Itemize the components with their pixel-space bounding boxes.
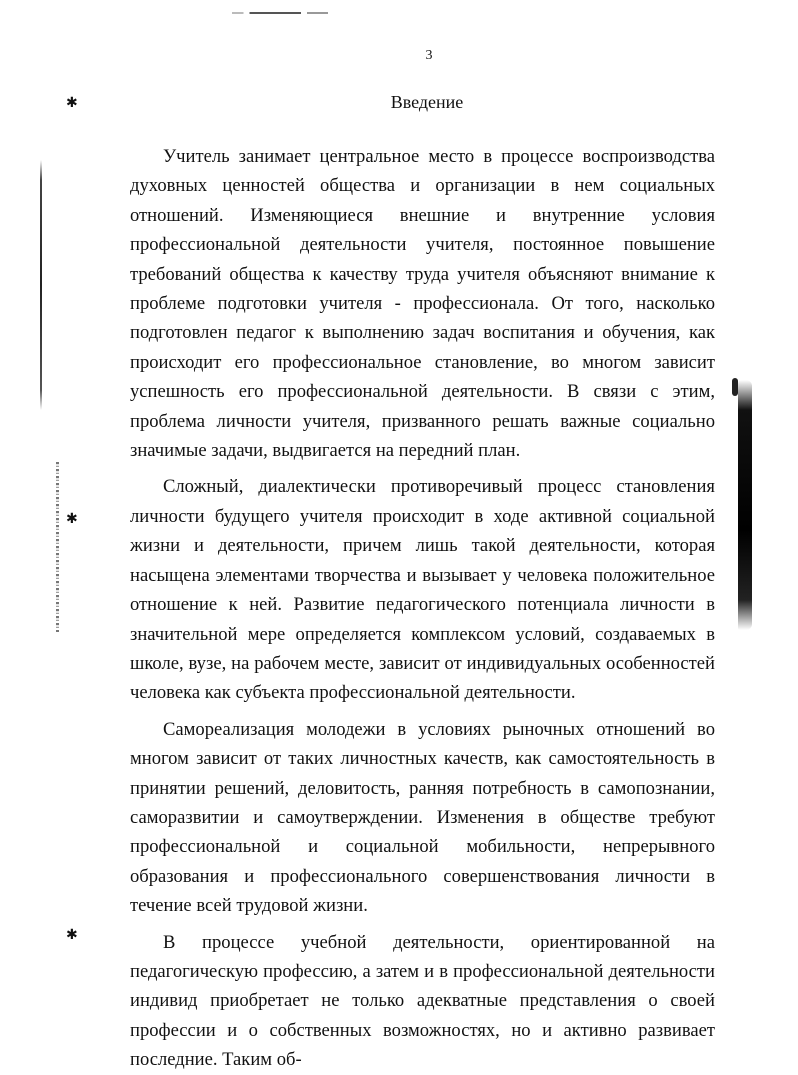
body-text bbox=[130, 142, 715, 1075]
page-number: 3 bbox=[425, 48, 433, 63]
page-title: Введение bbox=[390, 92, 464, 112]
scan-right-bar bbox=[738, 380, 752, 630]
scan-speck-icon: ✱ bbox=[66, 511, 78, 527]
scan-left-dots bbox=[56, 462, 59, 632]
scan-top-mark bbox=[232, 12, 328, 14]
scan-speck-icon: ✱ bbox=[66, 95, 78, 111]
paragraph: Учитель занимает центральное место в процессе воспроизводства духовных ценностей общества и организации в нем социальных отношений. Изменяющиеся внешние и внутренние условия профессиональной деятельности учителя, постоянное повышение требований общества к качеству труда учителя объясняют внимание к проблеме подготовки учителя - профессионала. От того, насколько подготовлен педагог к выполнению задач воспитания и обучения, как происходит его профессиональное становление, во многом зависит успешность его профессиональной деятельности. В связи с этим, проблема личности учителя, призванного решать важные социально значимые задачи, выдвигается на передний план. bbox=[130, 146, 715, 462]
scan-speck-icon: ✱ bbox=[66, 927, 78, 943]
scan-left-line bbox=[40, 160, 42, 410]
paragraph: Сложный, диалектически противоречивый процесс становления личности будущего учителя происходит в ходе активной социальной жизни и деятельности, причем лишь такой деятельности, которая насыщена элементами творчества и вызывает у человека положительное отношение к ней. Развитие педагогического потенциала личности в значительной мере определяется комплексом условий, создаваемых в школе, вузе, на рабочем месте, зависит от индивидуальных особенностей человека как субъекта профессиональной деятельности. bbox=[130, 476, 715, 704]
paragraph: В процессе учебной деятельности, ориентированной на педагогическую профессию, а затем и в профессиональной деятельности индивид приобретает не только адекватные представления о своей профессии и о собственных возможностях, но и активно развивает последние. Таким об- bbox=[130, 931, 715, 1071]
paragraph: Самореализация молодежи в условиях рыночных отношений во многом зависит от таких личностных качеств, как самостоятельность в принятии решений, деловитость, ранняя потребность в самопознании, саморазвитии и самоутверждении. Изменения в обществе требуют профессиональной и социальной мобильности, непрерывного образования и профессионального совершенствования личности в течение всей трудовой жизни. bbox=[130, 718, 715, 917]
